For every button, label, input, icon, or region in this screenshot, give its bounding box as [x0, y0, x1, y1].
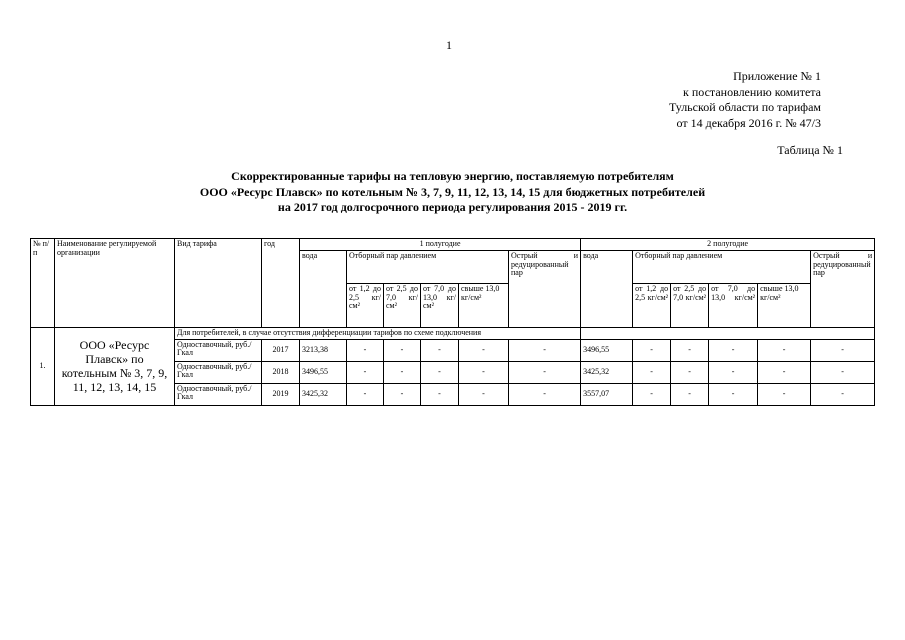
cell-h2-p4: - [758, 339, 811, 361]
cell-tariff-type: Одноставочный, руб./Гкал [175, 361, 262, 383]
header-half2: 2 полугодие [581, 239, 875, 251]
header-h1-p2: от 2,5 до 7,0 кг/см² [384, 284, 421, 328]
header-tariff-type: Вид тарифа [175, 239, 262, 328]
cell-tariff-type: Одноставочный, руб./Гкал [175, 339, 262, 361]
appendix-line: Тульской области по тарифам [668, 100, 821, 114]
cell-h1-water: 3213,38 [300, 339, 347, 361]
header-h1-p4: свыше 13,0 кг/см² [459, 284, 509, 328]
cell-h1-water: 3496,55 [300, 361, 347, 383]
header-year: год [262, 239, 300, 328]
cell-h2-p2: - [671, 383, 709, 405]
appendix-line: Приложение № 1 [733, 69, 821, 83]
cell-year: 2017 [262, 339, 300, 361]
cell-h1-p1: - [347, 361, 384, 383]
header-num: № п/п [31, 239, 55, 328]
cell-h2-p1: - [633, 361, 671, 383]
cell-h1-p4: - [459, 339, 509, 361]
cell-h1-p1: - [347, 339, 384, 361]
tariff-table [30, 238, 875, 406]
cell-h2-p2: - [671, 339, 709, 361]
header-half1: 1 полугодие [300, 239, 581, 251]
cell-h2-water: 3557,07 [581, 383, 633, 405]
cell-h1-p4: - [459, 361, 509, 383]
appendix-block [669, 69, 821, 131]
cell-h1-p3: - [421, 383, 459, 405]
cell-h2-p3: - [709, 383, 758, 405]
cell-h1-water: 3425,32 [300, 383, 347, 405]
title-line: на 2017 год долгосрочного периода регулирования 2015 - 2019 гг. [277, 200, 628, 214]
section-row [31, 328, 875, 340]
header-h1-p3: от 7,0 до 13,0 кг/см² [421, 284, 459, 328]
header-h2-p1: от 1,2 до 2,5 кг/см² [633, 284, 671, 328]
cell-h1-p2: - [384, 383, 421, 405]
header-h2-p2: от 2,5 до 7,0 кг/см² [671, 284, 709, 328]
cell-h2-p4: - [758, 361, 811, 383]
header-h2-water: вода [581, 251, 633, 328]
organization-name: ООО «Ресурс Плавск» по котельным № 3, 7, 9, 11, 12, 13, 14, 15 [55, 328, 175, 406]
cell-h2-acute: - [811, 361, 875, 383]
cell-h2-water: 3496,55 [581, 339, 633, 361]
cell-h2-acute: - [811, 339, 875, 361]
page-number: 1 [446, 38, 452, 52]
title-line: ООО «Ресурс Плавск» по котельным № 3, 7, 9, 11, 12, 13, 14, 15 для бюджетных потребителей [199, 184, 706, 199]
cell-h2-water: 3425,32 [581, 361, 633, 383]
cell-h2-p1: - [633, 339, 671, 361]
header-h1-steam: Отборный пар давлением [347, 251, 509, 284]
cell-h1-p1: - [347, 383, 384, 405]
table-label: Таблица № 1 [777, 143, 843, 157]
cell-h2-acute: - [811, 383, 875, 405]
appendix-line: от 14 декабря 2016 г. № 47/3 [676, 115, 821, 130]
header-h1-p1: от 1,2 до 2,5 кг/см² [347, 284, 384, 328]
cell-h1-acute: - [509, 339, 581, 361]
cell-year: 2018 [262, 361, 300, 383]
cell-year: 2019 [262, 383, 300, 405]
cell-tariff-type: Одноставочный, руб./Гкал [175, 383, 262, 405]
cell-h1-acute: - [509, 361, 581, 383]
cell-h1-p3: - [421, 339, 459, 361]
cell-h2-p3: - [709, 339, 758, 361]
header-h2-acute: Острый и редуцированный пар [811, 251, 875, 328]
cell-h2-p1: - [633, 383, 671, 405]
section-note-empty [581, 328, 875, 340]
header-h1-water: вода [300, 251, 347, 328]
cell-h2-p2: - [671, 361, 709, 383]
header-h2-p3: от 7,0 до 13,0 кг/см² [709, 284, 758, 328]
header-org: Наименование регулируемой организации [55, 239, 175, 328]
header-h2-steam: Отборный пар давлением [633, 251, 811, 284]
title-line: Скорректированные тарифы на тепловую энергию, поставляемую потребителям [231, 169, 674, 183]
cell-h2-p4: - [758, 383, 811, 405]
document-title [0, 169, 905, 216]
header-h2-p4: свыше 13,0 кг/см² [758, 284, 811, 328]
cell-h1-p2: - [384, 339, 421, 361]
cell-h2-p3: - [709, 361, 758, 383]
cell-h1-p4: - [459, 383, 509, 405]
header-h1-acute: Острый и редуцированный пар [509, 251, 581, 328]
section-note: Для потребителей, в случае отсутствия дифференциации тарифов по схеме подключения [175, 328, 581, 340]
cell-h1-acute: - [509, 383, 581, 405]
cell-h1-p3: - [421, 361, 459, 383]
cell-h1-p2: - [384, 361, 421, 383]
header-row [31, 239, 875, 251]
appendix-line: к постановлению комитета [683, 84, 821, 99]
row-number: 1. [31, 328, 55, 406]
